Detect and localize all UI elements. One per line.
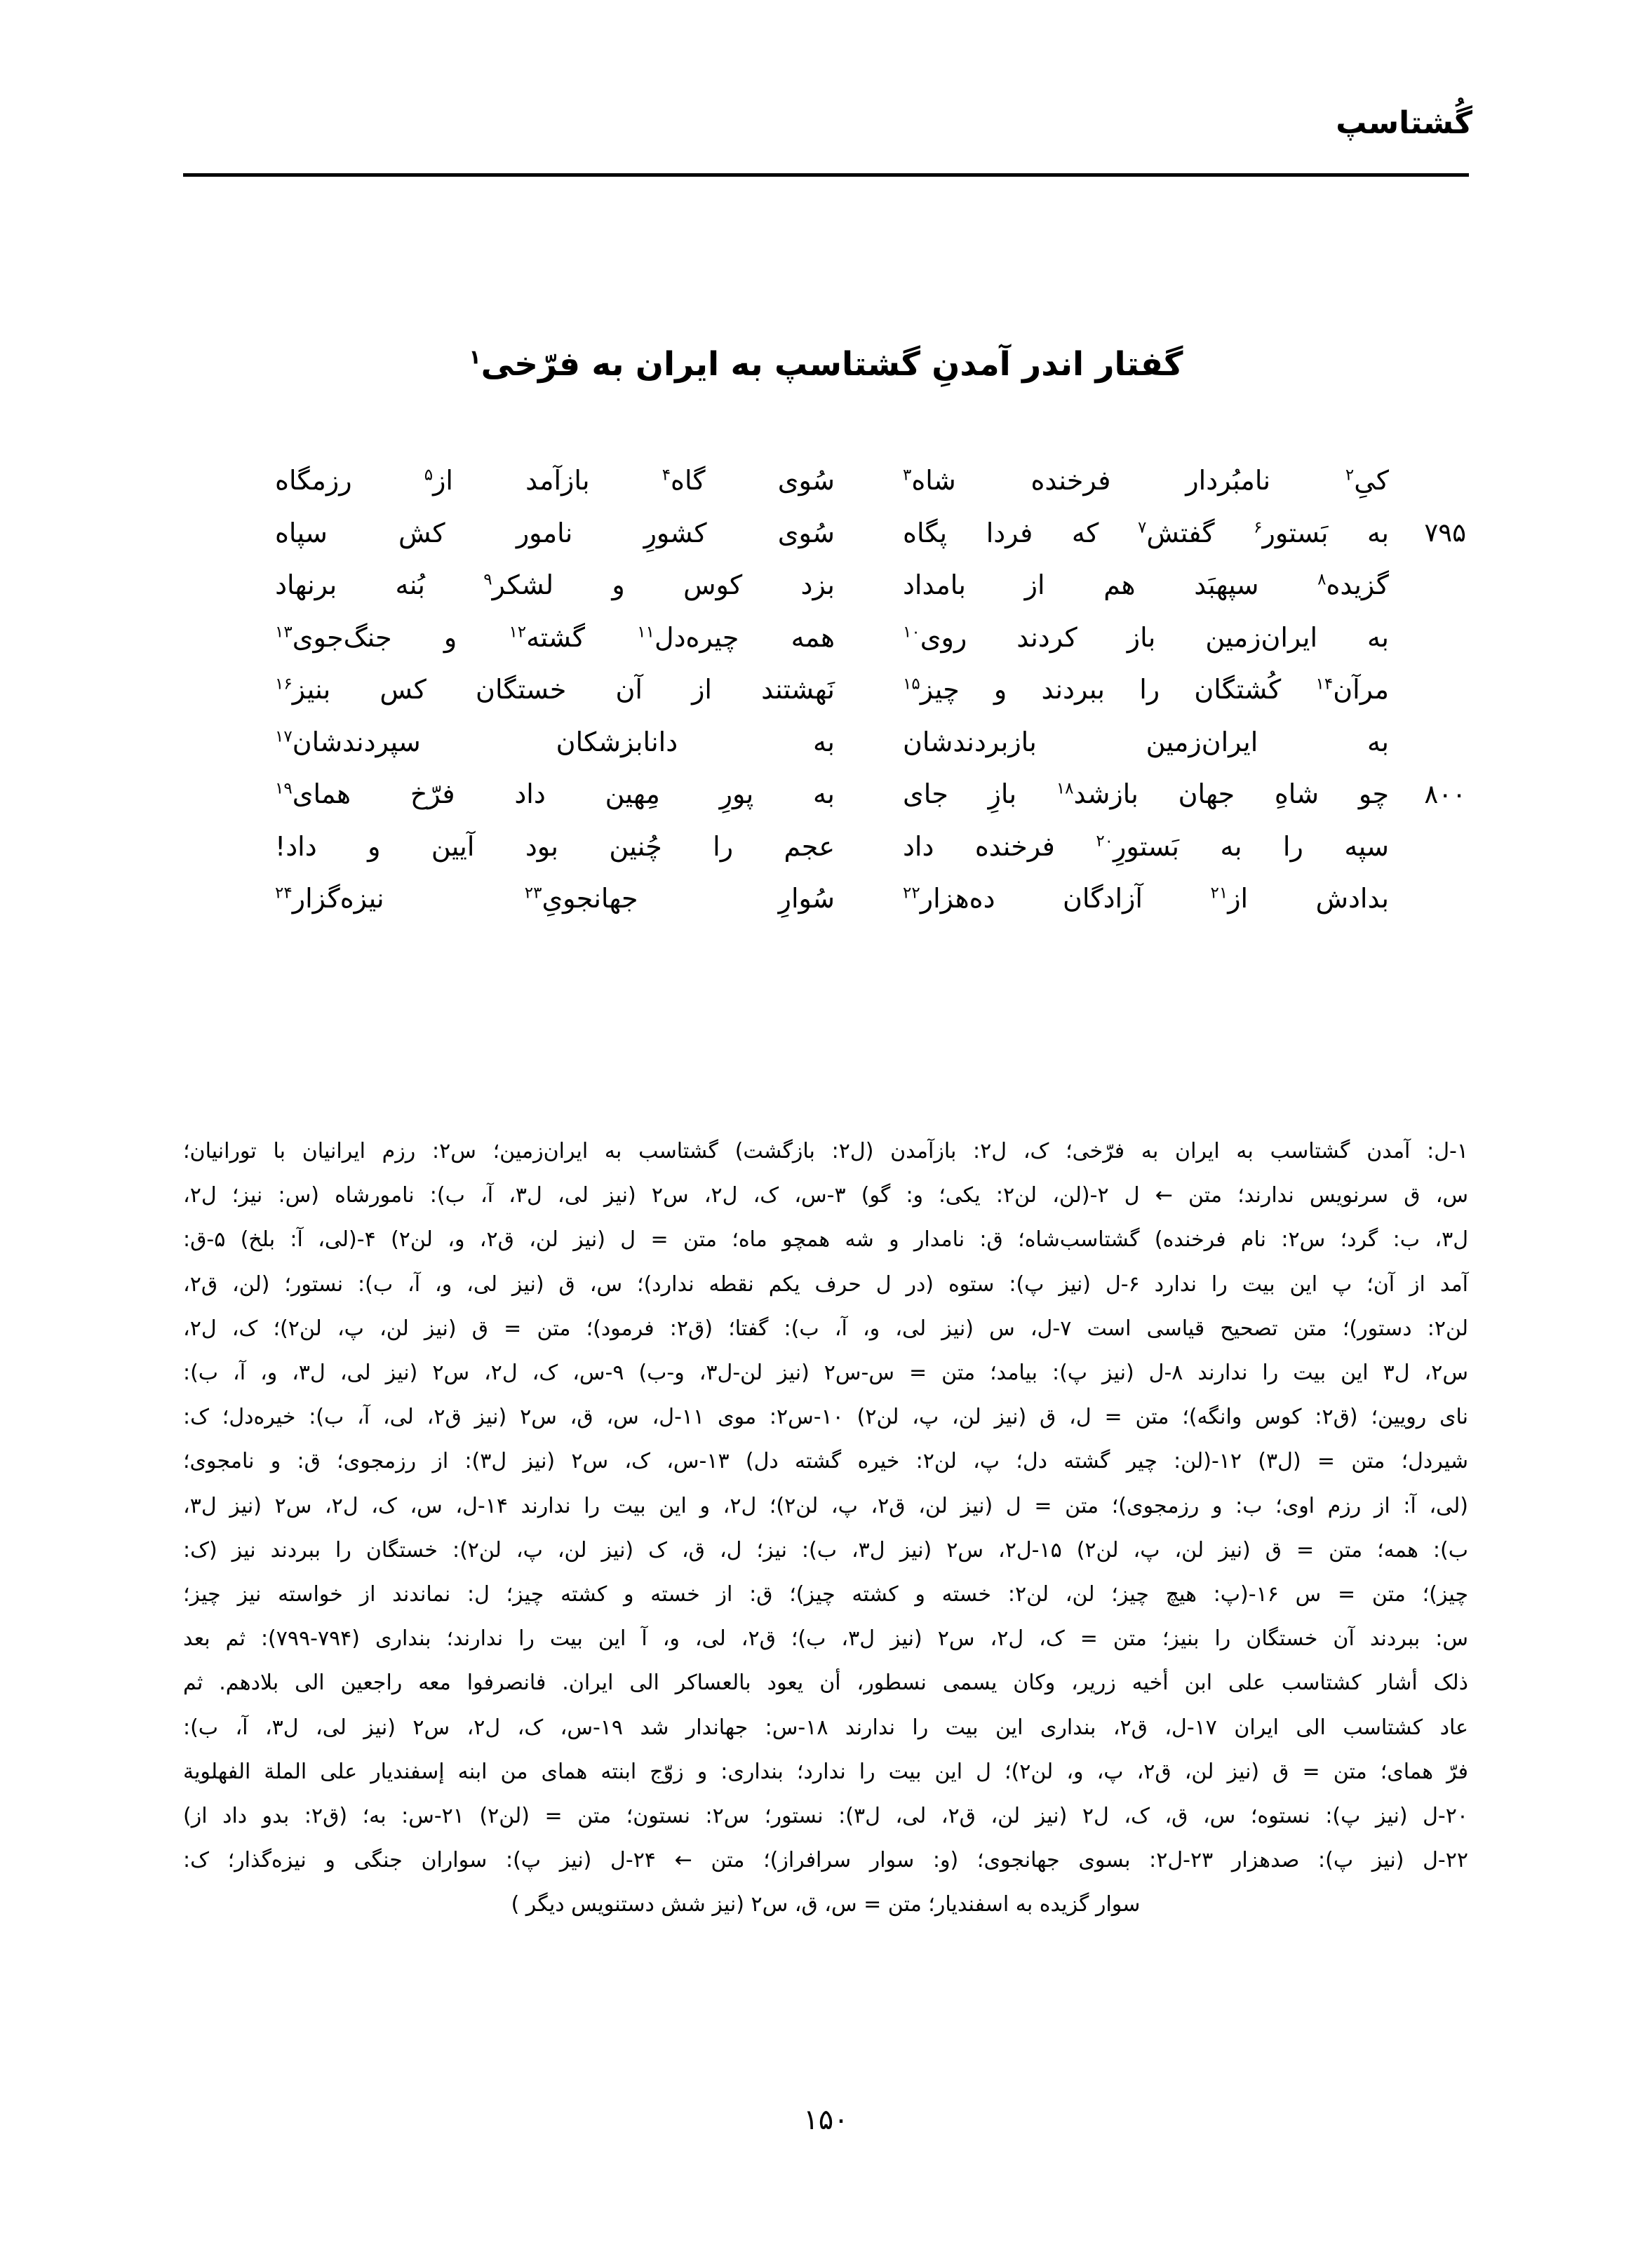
hemistich-left [275,569,835,600]
poem-word: جنگ‌جوی$^{۱۳}$ [275,621,392,653]
poem-word: برنهاد [275,569,337,601]
poem-word: داد! [275,830,317,862]
poem-word: را [713,830,734,862]
poem-word: روی$^{۱۰}$ [903,621,967,653]
poem-word: که [1071,517,1099,548]
footnote-marker: ۲۴ [275,884,293,903]
footnote-marker: ۹ [483,570,492,589]
poem-word: فردا [986,517,1033,548]
hemistich-left [275,883,835,914]
poem-word: بُنه [395,569,425,601]
poem-word: کوس [683,569,743,601]
poem-word: آن [615,674,643,706]
poem-word: مرآن$^{۱۴}$ [1315,674,1389,706]
poem-word: و [368,830,381,862]
poem-word: همه [791,621,835,653]
hemistich-left [275,831,835,862]
poem-word: پورِ [719,778,754,810]
poem-word: بازآمد [525,465,590,497]
poem-word: ببردند [1041,674,1105,706]
footnote-line: ذلک أشار کشتاسب علی ابن أخیه زریر، وکان یسمی نسطور، أن یعود بالعساکر الی ایران. فانصرفوا معه راجعین الی بلادهم. ثم [183,1670,1468,1696]
poem-word: سپردندشان$^{۱۷}$ [275,726,421,757]
footnote-marker: ۳ [903,466,912,485]
poem-word: بود [525,830,558,862]
poem-word: ایران‌زمین [1205,621,1318,653]
poem-word: کس [380,674,427,706]
poem-word: همای$^{۱۹}$ [275,778,351,810]
hemistich-left [275,465,835,496]
footnote-marker: ۱۳ [275,623,293,642]
poem-word: خستگان [476,674,567,706]
hemistich-right [903,569,1389,600]
footnote-marker: ۱۷ [275,727,293,746]
footnote-marker: ۲ [1345,466,1355,485]
footnote-marker: ۱۵ [903,675,920,694]
poem-word: نَهشتند [761,674,835,706]
poem-word: به [813,726,835,757]
poem-line [274,663,1466,716]
verse-number: ۷۹۵ [1424,518,1466,548]
hemistich-left [275,778,835,809]
poem-word: نامبُردار [1186,465,1271,497]
footnote-line: س: ببردند آن خستگان را بنیز؛ متن = ک، ل۲، س۲ (نیز ل۳، ب)؛ ق۲، لی، و، آ این بیت را ندارند؛ بنداری (۷۹۴-۷۹۹): ثم بعد [183,1626,1468,1652]
poem-word: سپهبَد [1194,569,1259,601]
poem-word: رزمگاه [275,465,352,497]
footnote-line: ۲۲-ل (نیز پ): صدهزار ۲۳-ل۲: بسوی جهانجوی؛ (و: سوار سرافراز)؛ متن ← ۲۴-ل (نیز پ): سواران جنگی و نیزه‌گذار؛ ک: [183,1848,1468,1873]
hemistich-right [903,883,1389,914]
poem-line [274,507,1466,560]
hemistich-right [903,831,1389,862]
footnote-marker: ۲۱ [1210,884,1228,903]
footnote-line: لن۲: دستور)؛ متن تصحیح قیاسی است ۷-ل، س (نیز لی، و، آ، ب): گفتا؛ (ق۲: فرمود)؛ متن = ق (نیز لن، پ، لن۲)؛ ک، ل۲، [183,1316,1468,1341]
footnotes [183,1129,1468,1927]
footnote-line: سوار گزیده به اسفندیار؛ متن = س، ق، س۲ (نیز شش دستنویس دیگر ) [511,1892,1141,1917]
poem-line [274,612,1466,664]
poem-word: پگاه [903,517,948,548]
poem-word: گزیده$^۸$ [1317,569,1389,601]
footnote-line: ۲۰-ل (نیز پ): نستوه؛ س، ق، ک، ل۲ (نیز لن، ق۲، لی، ل۳): نستور؛ س۲: نستون؛ متن = (لن۲) ۲۱-س: به؛ (ق۲: بدو داد از) [183,1804,1468,1829]
poem-word: سُوی [777,465,835,497]
footnote-marker: ۱۴ [1315,675,1334,694]
poem-word: شاه$^۳$ [903,465,956,497]
poem [274,454,1466,925]
poem-word: لشکر$^۹$ [483,569,554,601]
poem-word: گاه$^۴$ [662,465,706,497]
poem-word: داد [903,830,934,862]
poem-word: شاهِ [1274,778,1319,810]
footnote-marker: ۱۱ [637,623,654,642]
poem-word: جهان [1178,778,1235,810]
footnote-line: نای رویین؛ (ق۲: کوس وانگه)؛ متن = ل، ق (نیز لن، پ، لن۲) ۱۰-س۲: موی ۱۱-ل، س، ق، س۲ (نیز ق۲، لی، آ، ب): خیره‌دل؛ ک: [183,1405,1469,1430]
poem-word: چو [1358,778,1389,810]
poem-word: سپه [1344,830,1389,862]
footnote-marker: ۴ [662,466,671,485]
hemistich-right [903,778,1389,809]
hemistich-right [903,727,1389,757]
page-number: ۱۵۰ [803,2104,849,2136]
running-head: گُشتاسپ [1336,105,1472,141]
hemistich-left [275,622,835,653]
poem-word: بازِ [988,778,1017,810]
footnote-line: عاد کشتاسب الی ایران ۱۷-ل، ق۲، بنداری این بیت را ندارند ۱۸-س: جهاندار شد ۱۹-س، ک، ل۲، س۲ (نیز لی، ل۳، آ، ب): [183,1715,1469,1740]
poem-word: گفتش$^۷$ [1137,517,1215,548]
footnote-line: شیردل؛ متن = (ل۳) ۱۲-(لن: چیر گشته دل؛ پ، لن۲: خیره گشته دل) ۱۳-س، ک، س۲ (نیز ل۳): از رزمجوی؛ ق: و نامجوی؛ [183,1449,1469,1474]
poem-word: به [813,778,835,810]
header-rule [183,173,1469,177]
poem-word: به [1367,726,1389,757]
footnote-line: ۱-ل: آمدن گشتاسب به ایران به فرّخی؛ ک، ل۲: بازآمدن (ل۲: بازگشت) گشتاسب به ایران‌زمین؛ س۲: رزم ایرانیان با تورانیان؛ [183,1139,1468,1163]
poem-word: از$^۵$ [424,465,453,497]
poem-word: آیین [431,830,475,862]
footnote-marker: ۲۲ [903,884,920,903]
verse-number: ۸۰۰ [1424,778,1466,809]
footnote-line: چیز)؛ متن = س ۱۶-(پ: هیچ چیز؛ لن، لن۲: خسته و کشته چیز)؛ ق: از خسته و کشته چیز؛ ل: نماندند از خواسته نیز چیز؛ [183,1582,1468,1607]
poem-word: بازشد$^{۱۸}$ [1056,778,1139,810]
hemistich-right [903,622,1389,653]
footnote-marker: ۲۳ [524,884,542,903]
poem-word: سُوی [777,517,835,548]
footnote-marker: ۱۹ [275,779,293,798]
footnote-line: ل۳، ب: گرد؛ س۲: نام فرخنده) گشتاسب‌شاه؛ ق: نامدار و شه همچو ماه؛ متن = ل (نیز لن، ق۲، و، لن۲) ۴-(لی، آ: بلخ) ۵-ق: [183,1227,1468,1253]
poem-word: و [443,621,457,653]
poem-word: بَستورِ$^{۲۰}$ [1096,830,1179,862]
footnote-marker: ۵ [424,466,434,485]
poem-word: به [1367,621,1389,653]
poem-word: چُنین [609,830,662,862]
poem-word: دانابزشکان [556,726,678,757]
hemistich-left [275,727,835,757]
footnote-line: (لی، آ: از رزم اوی؛ ب: و رزمجوی)؛ متن = ل (نیز لن، ق۲، پ، لن۲)؛ ل۲، و این بیت را ندارند ۱۴-ل، س، ک، ل۲، س۲ (نیز ل۳، [183,1493,1469,1518]
footnote-marker: ۶ [1254,518,1263,537]
poem-word: کشورِ [643,517,707,548]
footnote-marker: ۱۲ [509,623,527,642]
poem-word: عجم [784,830,835,862]
poem-word: و [612,569,625,601]
poem-word: بازبردندشان [903,726,1037,757]
poem-word: به [1220,830,1242,862]
hemistich-left [275,674,835,705]
poem-word: بزد [800,569,835,601]
poem-word: را [1282,830,1303,862]
poem-word: جهانجویِ$^{۲۳}$ [524,883,638,914]
poem-line [274,454,1466,507]
poem-line [274,821,1466,873]
poem-word: هم [1103,569,1136,601]
hemistich-right [903,518,1389,548]
poem-word: چیره‌دل$^{۱۱}$ [637,621,739,653]
poem-word: مِهین [605,778,660,810]
footnote-marker: ۲۰ [1096,832,1114,851]
poem-word: فرخنده [1030,465,1111,497]
poem-word: فرخنده [974,830,1055,862]
footnote-line: آمد از آن؛ پ این بیت را ندارد ۶-ل (نیز پ): ستوه (در ل حرف یکم نقطه ندارد)؛ س، ق (نیز لی، و، آ، ب): نستور؛ (لن، ق۲، [183,1271,1468,1297]
poem-word: داد [514,778,546,810]
poem-word: گشته$^{۱۲}$ [509,621,586,653]
hemistich-right [903,674,1389,705]
hemistich-left [275,518,835,548]
poem-word: سُوارِ [778,883,835,914]
footnote-line: ب): همه؛ متن = ق (نیز لن، پ، لن۲) ۱۵-ل۲، س۲ (نیز ل۳، ب): نیز؛ ل، ق، ک (نیز لن، پ، لن۲): خستگان را ببردند نیز (ک: [183,1537,1468,1562]
poem-word: بامداد [903,569,966,601]
poem-word: جای [903,778,948,810]
poem-word: کش [398,517,445,548]
poem-word: بنیز$^{۱۶}$ [275,674,331,706]
footnote-line: س۲، ل۳ این بیت را ندارند ۸-ل (نیز پ): بیامد؛ متن = س-س۲ (نیز لن-ل۳، و-ب) ۹-س، ک، ل۲، س۲ (نیز لی، ل۳، و، آ، ب): [183,1361,1468,1386]
poem-word: ده‌هزار$^{۲۲}$ [903,883,995,914]
footnote-marker: ۱ [469,345,481,369]
poem-word: نیزه‌گزار$^{۲۴}$ [275,883,384,914]
footnote-marker: ۱۸ [1056,779,1074,798]
poem-word: کردند [1016,621,1077,653]
footnote-line: س، ق سرنویس ندارند؛ متن ← ل ۲-(لن، لن۲: یکی؛ و: گو) ۳-س، ک، ل۲، س۲ (نیز لی، ل۳، آ، ب): نامورشاه (س: نیز؛ ل۲، [183,1183,1469,1208]
poem-word: را [1139,674,1160,706]
poem-word: بدادش [1315,883,1389,914]
footnote-marker: ۸ [1317,570,1327,589]
poem-word: بَستور$^۶$ [1254,517,1329,548]
poem-word: آزادگان [1063,883,1143,914]
poem-word: کیِ$^۲$ [1345,465,1389,497]
footnote-line: فرّ همای؛ متن = ق (نیز لن، ق۲، پ، و، لن۲)؛ ل این بیت را ندارد؛ بنداری: و زوّج ابنته همای من ابنه إسفندیار علی الملة الفهلویة [183,1759,1468,1784]
section-title-text: گفتار اندر آمدنِ گشتاسپ به ایران به فرّخی [481,345,1183,384]
poem-line [274,768,1466,821]
poem-word: کُشتگان [1194,674,1282,706]
poem-word: نامور [516,517,573,548]
footnote-marker: ۷ [1137,518,1147,537]
section-title [0,345,1652,384]
poem-line [274,872,1466,925]
poem-word: چیز$^{۱۵}$ [903,674,960,706]
poem-word: باز [1127,621,1156,653]
poem-word: سپاه [275,517,328,548]
footnote-marker: ۱۶ [275,675,293,694]
poem-word: فرّخ [410,778,455,810]
hemistich-right [903,465,1389,496]
poem-word: از$^{۲۱}$ [1210,883,1249,914]
footnote-marker: ۱۰ [903,623,920,642]
poem-word: از [692,674,712,706]
poem-word: ایران‌زمین [1146,726,1258,757]
poem-word: از [1024,569,1045,601]
poem-line [274,716,1466,769]
poem-line [274,559,1466,612]
poem-word: به [1367,517,1389,548]
poem-word: و [993,674,1007,706]
